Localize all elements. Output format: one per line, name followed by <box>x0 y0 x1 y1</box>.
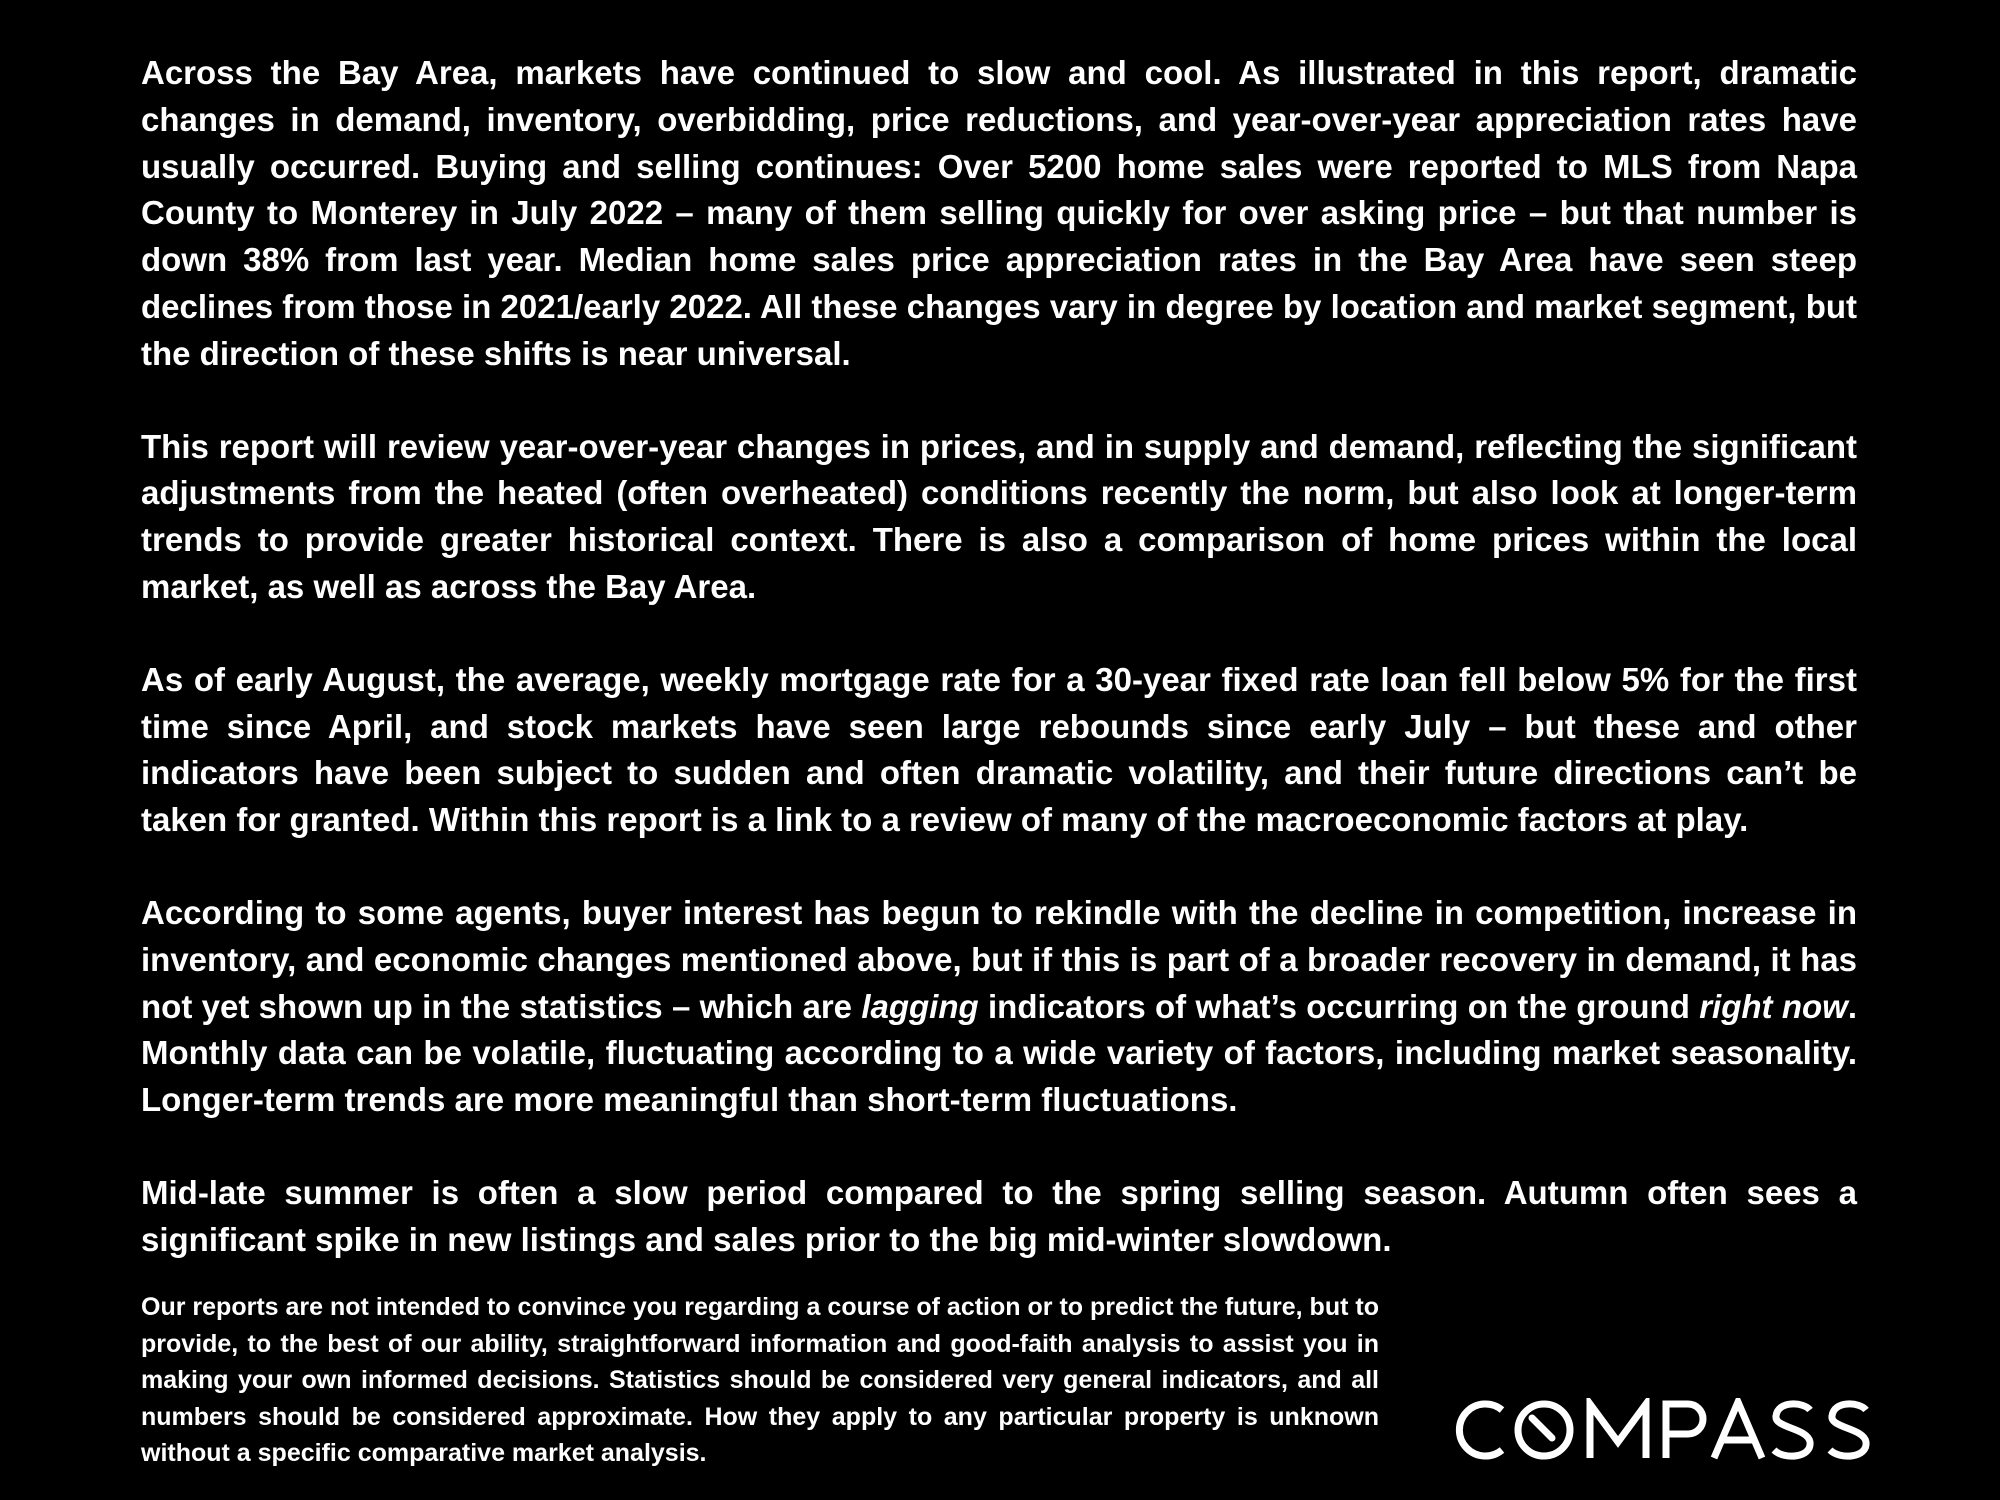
logo-letter-s-1 <box>1774 1404 1810 1456</box>
paragraph-text-segment: According to some agents, buyer interest has begun to rekindle with the decline in competition, increase in inventory, and economic changes mentioned above, but if this is part of a broader recovery in demand, it has not yet shown up in the statistics – which are <box>141 893 1857 1025</box>
logo-letter-a <box>1714 1402 1762 1458</box>
compass-logo-icon <box>1452 1398 1872 1462</box>
paragraph-buyer-interest <box>141 890 1857 1124</box>
logo-letter-c <box>1459 1404 1502 1456</box>
paragraph-text-segment: indicators of what’s occurring on the ground <box>978 987 1700 1025</box>
paragraph-market-overview: Across the Bay Area, markets have continued to slow and cool. As illustrated in this report, dramatic changes in demand, inventory, overbidding, price reductions, and year-over-year appreciation rates have usually occurred. Buying and selling continues: Over 5200 home sales were reported to MLS from Napa County to Monterey in July 2022 – many of them selling quickly for over asking price – but that number is down 38% from last year. Median home sales price appreciation rates in the Bay Area have seen steep declines from those in 2021/early 2022. All these changes vary in degree by location and market segment, but the direction of these shifts is near universal. <box>141 54 1857 372</box>
report-intro <box>141 50 1857 1310</box>
logo-letter-s-2 <box>1830 1404 1866 1456</box>
logo-letter-o-compass <box>1518 1404 1570 1456</box>
paragraph-mortgage-rates: As of early August, the average, weekly mortgage rate for a 30-year fixed rate loan fell below 5% for the first time since April, and stock markets have seen large rebounds since early July – but these and other indicators have been subject to sudden and often dramatic volatility, and their future directions can’t be taken for granted. Within this report is a link to a review of many of the macroeconomic factors at play. <box>141 660 1857 839</box>
paragraph-seasonality: Mid-late summer is often a slow period compared to the spring selling season. Autumn often sees a significant spike in new listings and sales prior to the big mid-winter slowdown. <box>141 1173 1857 1258</box>
italic-term-lagging: lagging <box>861 987 979 1025</box>
disclaimer-text: Our reports are not intended to convince you regarding a course of action or to predict the future, but to provide, to the best of our ability, straightforward information and good-faith analysis to assist you in making your own informed decisions. Statistics should be considered very general indicators, and all numbers should be considered approximate. How they apply to any particular property is unknown without a specific comparative market analysis. <box>141 1293 1379 1468</box>
logo-letter-p <box>1666 1404 1703 1458</box>
paragraph-text-segment: . Monthly data can be volatile, fluctuating according to a wide variety of factors, including market seasonality. Longer-term trends are more meaningful than short-term fluctuations. <box>141 987 1857 1119</box>
logo-letter-m <box>1590 1404 1646 1458</box>
paragraph-report-scope: This report will review year-over-year changes in prices, and in supply and demand, reflecting the significant adjustments from the heated (often overheated) conditions recently the norm, but also look at longer-term trends to provide greater historical context. There is also a comparison of home prices within the local market, as well as across the Bay Area. <box>141 427 1857 605</box>
italic-term-right-now: right now <box>1699 987 1848 1025</box>
